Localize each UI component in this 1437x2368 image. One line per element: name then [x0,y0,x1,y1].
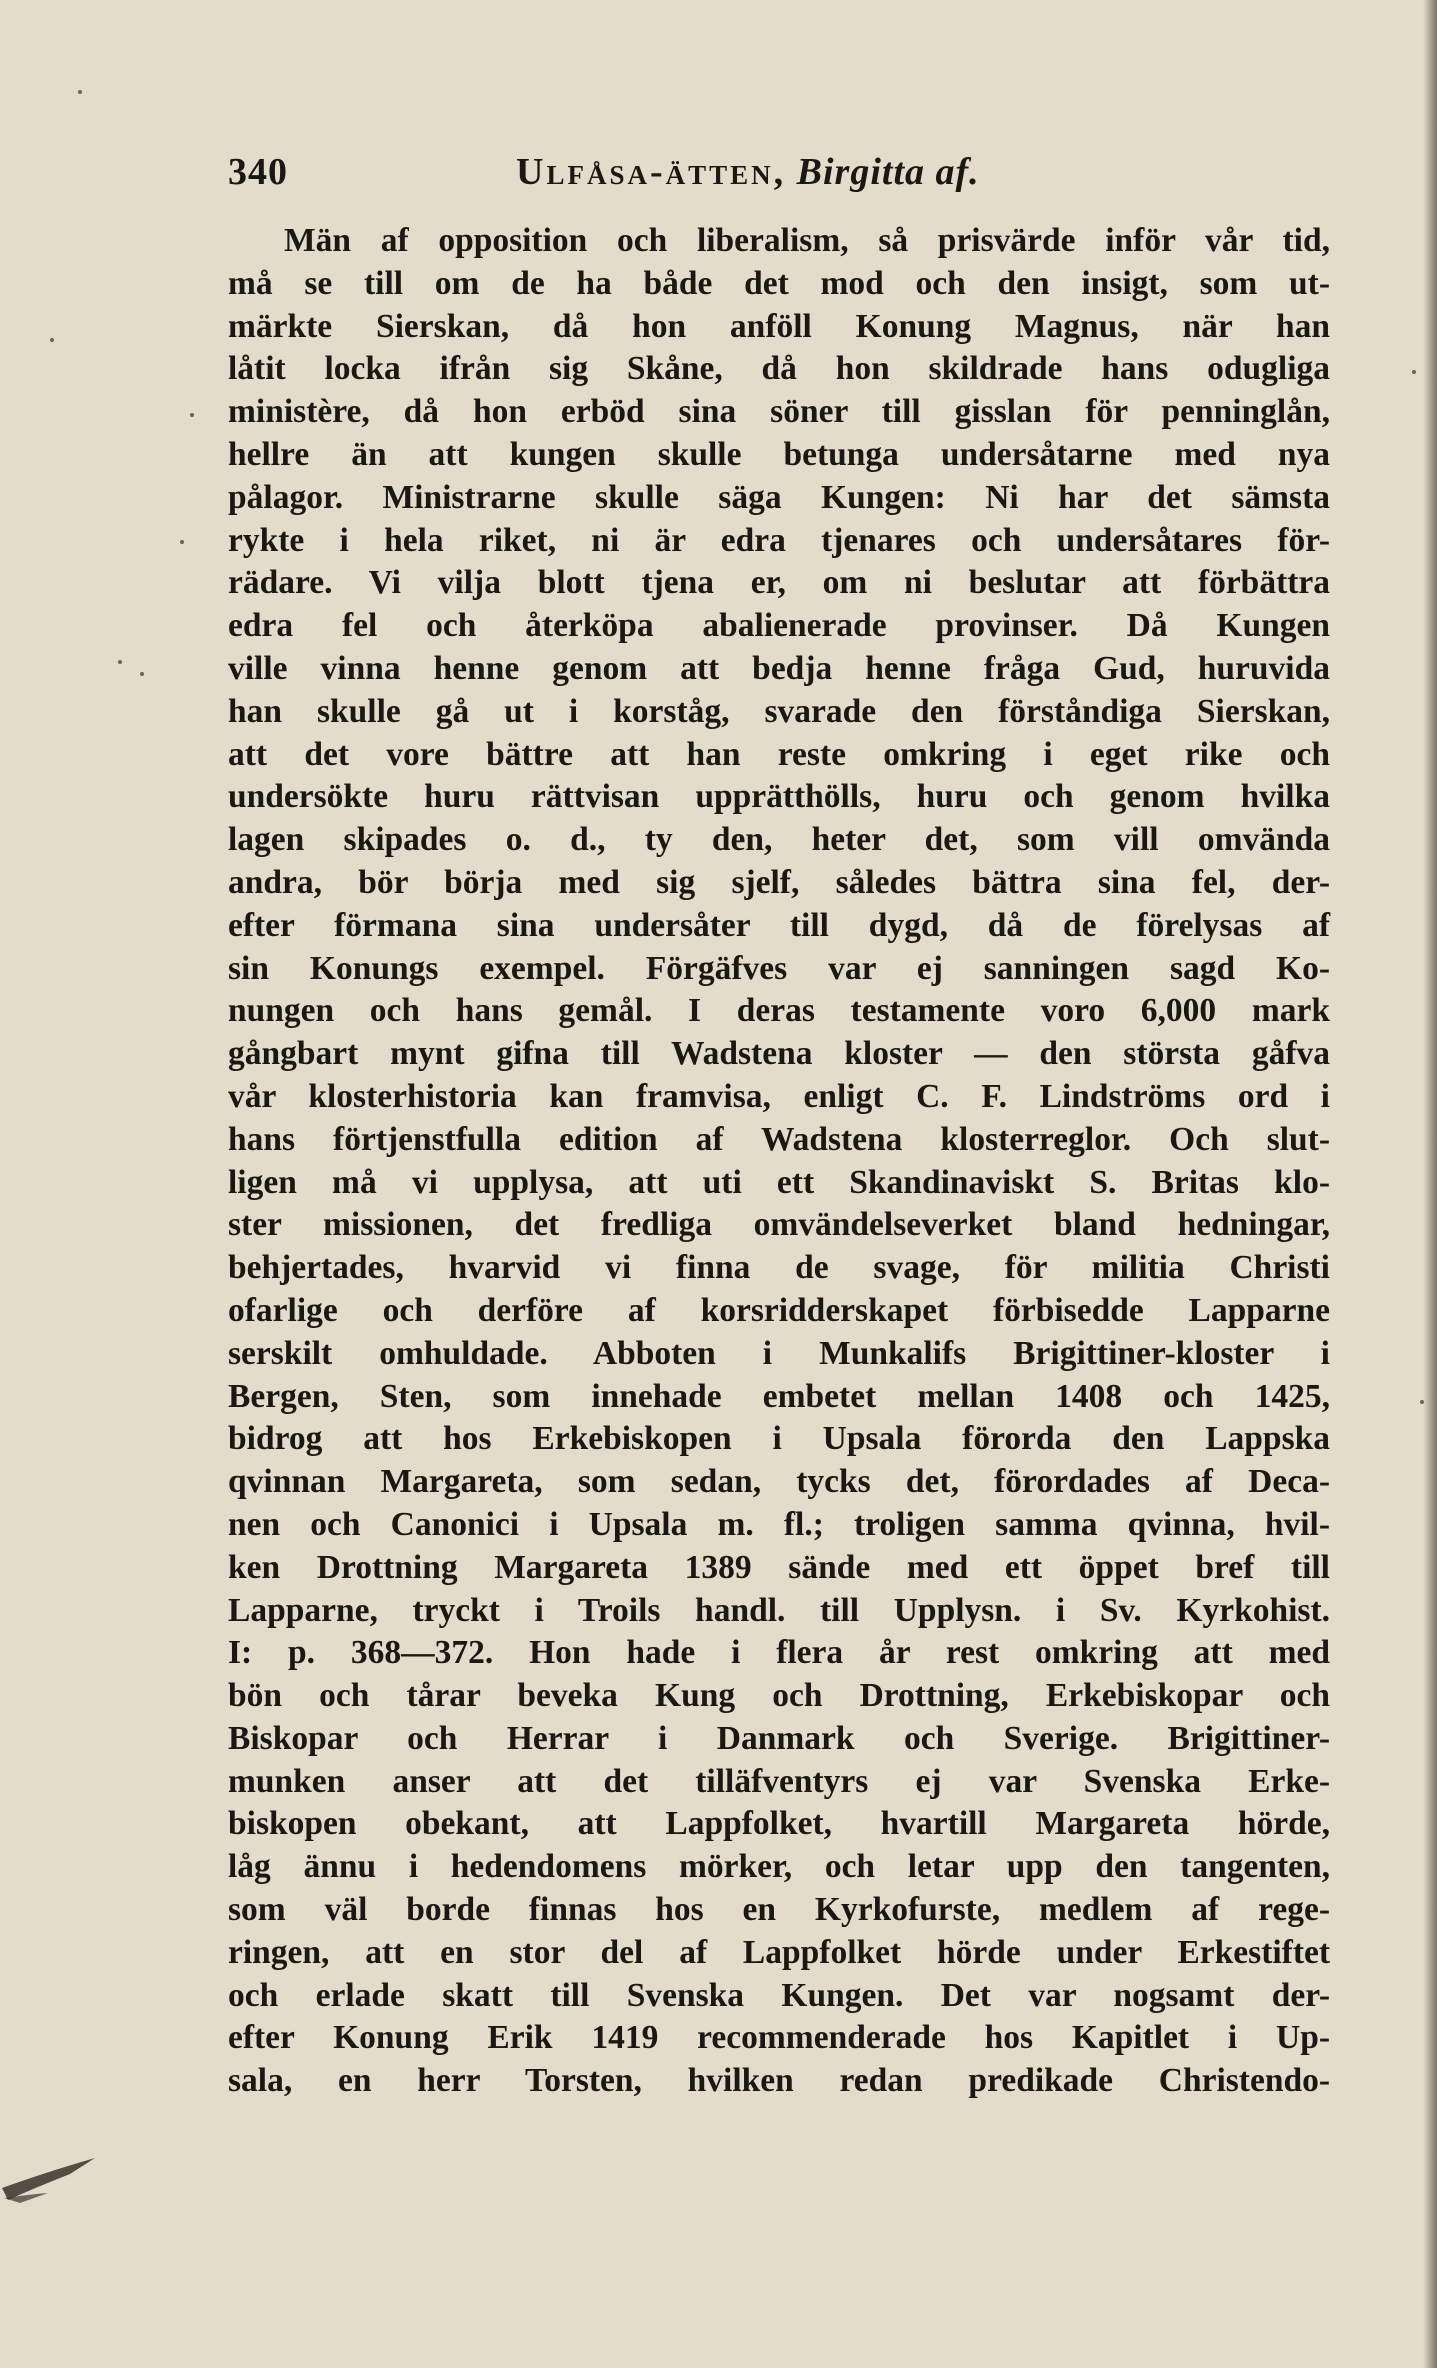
speck [50,338,54,342]
text-line: hellre än att kungen skulle betunga undersåtarne med nya [228,435,1330,473]
running-title-family: Ulfåsa-ätten, [516,151,787,193]
text-line: efter förmana sina undersåter till dygd, då de förelysas af [228,906,1330,944]
text-line: låtit locka ifrån sig Skåne, då hon skildrade hans odugliga [228,350,1330,388]
text-line: efter Konung Erik 1419 recommenderade hos Kapitlet i Up- [228,2019,1330,2057]
text-line: rädare. Vi vilja blott tjena er, om ni beslutar att förbättra [228,564,1330,602]
text-line: munken anser att det tilläfventyrs ej var Svenska Erke- [228,1762,1330,1800]
text-line: ringen, att en stor del af Lappfolket hörde under Erkestiftet [228,1933,1330,1971]
speck [1412,370,1416,374]
text-line: ken Drottning Margareta 1389 sände med ett öppet bref till [228,1548,1330,1586]
text-line: Biskopar och Herrar i Danmark och Sverige. Brigittiner- [228,1719,1330,1757]
page-edge-shadow [1423,0,1437,2368]
text-line: pålagor. Ministrarne skulle säga Kungen: Ni har det sämsta [228,478,1330,516]
text-line: han skulle gå ut i korståg, svarade den förståndiga Sierskan, [228,692,1330,730]
ink-stroke-mark [0,2148,160,2238]
text-line: må se till om de ha både det mod och den insigt, som ut- [228,264,1330,302]
text-line: och erlade skatt till Svenska Kungen. Det var nogsamt der- [228,1976,1330,2014]
speck [190,413,194,417]
page-number: 340 [228,151,288,193]
text-line: nungen och hans gemål. I deras testamente voro 6,000 mark [228,992,1330,1030]
text-line: edra fel och återköpa abalienerade provinser. Då Kungen [228,607,1330,645]
speck [140,672,144,676]
text-line: lagen skipades o. d., ty den, heter det, som vill omvända [228,821,1330,859]
text-line: rykte i hela riket, ni är edra tjenares och undersåtares för- [228,521,1330,559]
text-line: sala, en herr Torsten, hvilken redan predikade Christendo- [228,2062,1330,2100]
text-line: ofarlige och derföre af korsridderskapet förbisedde Lapparne [228,1291,1330,1329]
text-line: att det vore bättre att han reste omkring i eget rike och [228,735,1330,773]
running-title-person: Birgitta af. [796,151,980,193]
text-line: Bergen, Sten, som innehade embetet mellan 1408 och 1425, [228,1377,1330,1415]
text-line: Lapparne, tryckt i Troils handl. till Upplysn. i Sv. Kyrkohist. [228,1591,1330,1629]
text-line: biskopen obekant, att Lappfolket, hvartill Margareta hörde, [228,1805,1330,1843]
speck [180,540,184,544]
text-line: ministère, då hon erböd sina söner till gisslan för penninglån, [228,393,1330,431]
text-line: ligen må vi upplysa, att uti ett Skandinaviskt S. Britas klo- [228,1163,1330,1201]
text-line: qvinnan Margareta, som sedan, tycks det, förordades af Deca- [228,1463,1330,1501]
speck [118,660,122,664]
body-text [228,220,1330,2103]
text-line: behjertades, hvarvid vi finna de svage, för militia Christi [228,1249,1330,1287]
running-title [516,150,980,194]
text-line: som väl borde finnas hos en Kyrkofurste, medlem af rege- [228,1891,1330,1929]
speck [1420,1400,1424,1404]
text-line: gångbart mynt gifna till Wadstena kloster — den största gåfva [228,1035,1330,1073]
text-line: Män af opposition och liberalism, så prisvärde inför vår tid, [284,222,1330,259]
text-line: hans förtjenstfulla edition af Wadstena klosterreglor. Och slut- [228,1120,1330,1158]
text-line: serskilt omhuldade. Abboten i Munkalifs Brigittiner-kloster i [228,1334,1330,1372]
text-line: andra, bör börja med sig sjelf, således bättra sina fel, der- [228,863,1330,901]
text-line: bidrog att hos Erkebiskopen i Upsala förorda den Lappska [228,1420,1330,1458]
text-line: låg ännu i hedendomens mörker, och letar upp den tangenten, [228,1848,1330,1886]
text-line: I: p. 368—372. Hon hade i flera år rest omkring att med [228,1634,1330,1672]
text-line: ster missionen, det fredliga omvändelseverket bland hedningar, [228,1206,1330,1244]
text-line: nen och Canonici i Upsala m. fl.; troligen samma qvinna, hvil- [228,1505,1330,1543]
text-line: vår klosterhistoria kan framvisa, enligt C. F. Lindströms ord i [228,1077,1330,1115]
text-line: bön och tårar beveka Kung och Drottning, Erkebiskopar och [228,1677,1330,1715]
text-line: sin Konungs exempel. Förgäfves var ej sanningen sagd Ko- [228,949,1330,987]
speck [78,90,82,94]
text-line: märkte Sierskan, då hon anföll Konung Magnus, när han [228,307,1330,345]
text-line: undersökte huru rättvisan upprätthölls, huru och genom hvilka [228,778,1330,816]
running-header [228,150,1328,200]
text-line: ville vinna henne genom att bedja henne fråga Gud, huruvida [228,649,1330,687]
